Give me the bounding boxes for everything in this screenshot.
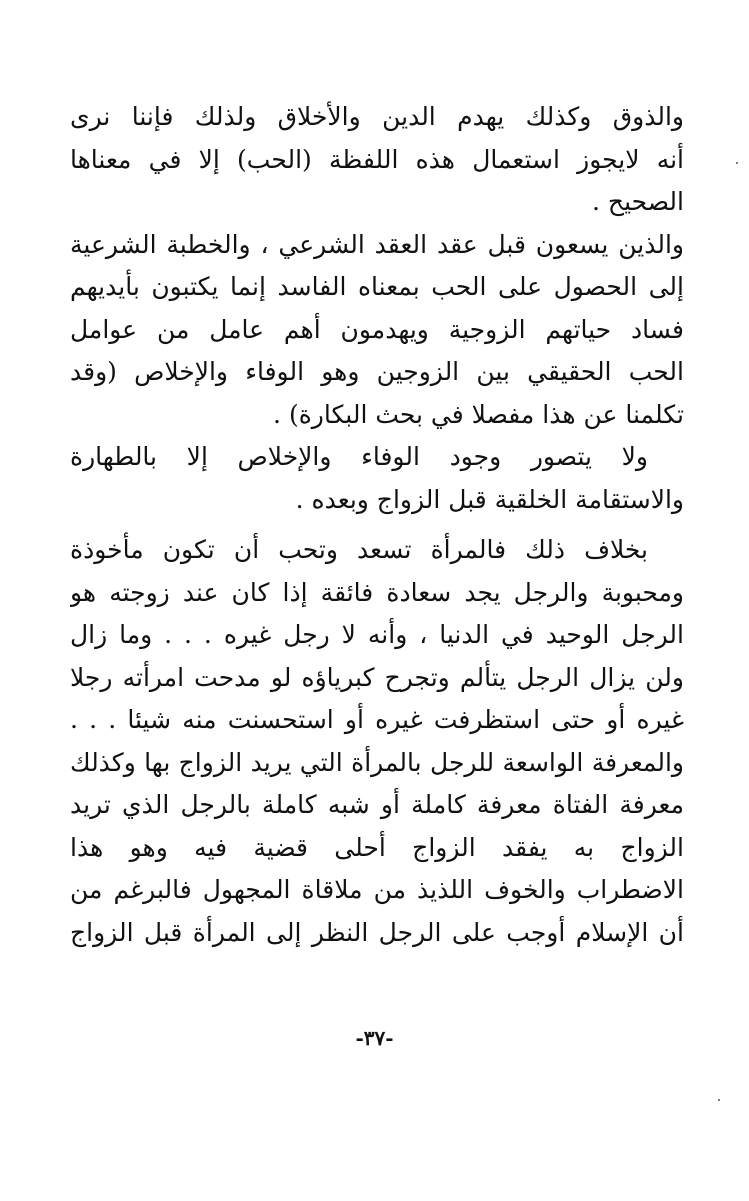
scan-speck bbox=[718, 1099, 720, 1101]
text-line: فساد حياتهم الزوجية ويهدمون أهم عامل من عوامل bbox=[70, 314, 684, 344]
text-line: أن الإسلام أوجب على الرجل النظر إلى المرأة قبل الزواج bbox=[70, 917, 684, 947]
text-line: تكلمنا عن هذا مفصلا في بحث البكارة) . bbox=[273, 399, 684, 429]
text-line: معرفة الفتاة معرفة كاملة أو شبه كاملة بالرجل الذي تريد bbox=[70, 790, 684, 819]
text-line: والمعرفة الواسعة للرجل بالمرأة التي يريد الزواج بها وكذلك bbox=[70, 747, 684, 777]
text-line: الصحيح . bbox=[592, 187, 684, 216]
text-line: والاستقامة الخلقية قبل الزواج وبعده . bbox=[295, 484, 684, 514]
text-line: ولن يزال الرجل يتألم وتجرح كبرياؤه لو مدحت امرأته رجلا bbox=[70, 662, 684, 692]
text-line: غيره أو حتى استظرفت غيره أو استحسنت منه شيئا . . . bbox=[70, 705, 684, 734]
text-line: الحب الحقيقي بين الزوجين وهو الوفاء والإخلاص (وقد bbox=[70, 357, 684, 386]
paragraph-gap bbox=[70, 521, 684, 529]
body-text bbox=[70, 96, 684, 954]
scan-speck bbox=[736, 162, 738, 164]
text-line: الرجل الوحيد في الدنيا ، وأنه لا رجل غيره . . . وما زال bbox=[70, 620, 684, 649]
text-line: ولا يتصور وجود الوفاء والإخلاص إلا بالطهارة bbox=[70, 442, 648, 471]
text-line: والذين يسعون قبل عقد العقد الشرعي ، والخطبة الشرعية bbox=[70, 229, 684, 259]
text-line: بخلاف ذلك فالمرأة تسعد وتحب أن تكون مأخوذة bbox=[70, 535, 648, 564]
text-line: أنه لايجوز استعمال هذه اللفظة (الحب) إلا في معناها bbox=[70, 144, 684, 174]
text-line: إلى الحصول على الحب بمعناه الفاسد إنما يكتبون بأيديهم bbox=[70, 272, 684, 301]
page-number: -٣٧- bbox=[355, 1026, 394, 1050]
text-line: الاضطراب والخوف اللذيذ من ملاقاة المجهول فالبرغم من bbox=[70, 875, 684, 904]
text-line: ومحبوبة والرجل يجد سعادة فائقة إذا كان عند زوجته هو bbox=[70, 577, 684, 607]
text-line: الزواج به يفقد الزواج أحلى قضية فيه وهو هذا bbox=[70, 832, 684, 862]
text-line: والذوق وكذلك يهدم الدين والأخلاق ولذلك فإننا نرى bbox=[70, 102, 684, 131]
